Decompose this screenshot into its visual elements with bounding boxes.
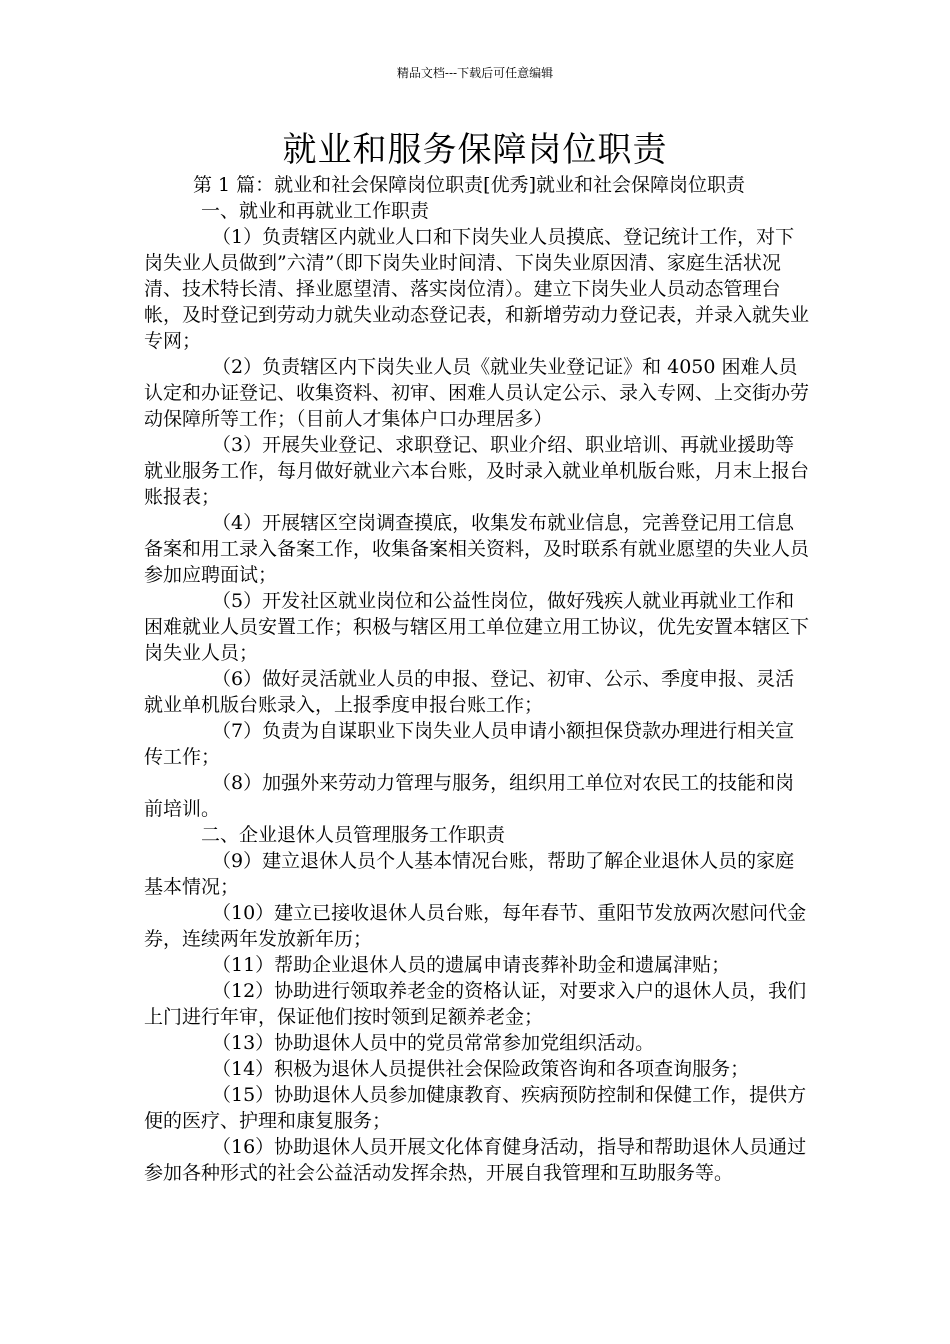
list-item: （11）帮助企业退休人员的遗属申请丧葬补助金和遗属津贴； [212,954,731,976]
list-item: （15）协助退休人员参加健康教育、疾病预防控制和保健工作，提供方便的医疗、护理和康复服务； [144,1084,807,1132]
list-item: （12）协助进行领取养老金的资格认证，对要求入户的退休人员，我们上门进行年审，保证他们按时领到足额养老金； [144,980,807,1028]
list-item: （7）负责为自谋职业下岗失业人员申请小额担保贷款办理进行相关宣传工作； [144,720,795,768]
paragraph: 第 1 篇：就业和社会保障岗位职责[优秀]就业和社会保障岗位职责 [193,174,745,196]
document-title: 就业和服务保障岗位职责 [282,130,668,170]
list-item: （4）开展辖区空岗调查摸底，收集发布就业信息，完善登记用工信息备案和用工录入备案工作，收集备案相关资料，及时联系有就业愿望的失业人员参加应聘面试； [144,512,810,586]
list-item: （16）协助退休人员开展文化体育健身活动，指导和帮助退休人员通过参加各种形式的社会公益活动发挥余热，开展自我管理和互助服务等。 [144,1136,807,1184]
list-item: （5）开发社区就业岗位和公益性岗位，做好残疾人就业再就业工作和困难就业人员安置工作；积极与辖区用工单位建立用工协议，优先安置本辖区下岗失业人员； [144,590,810,664]
list-item: （13）协助退休人员中的党员常常参加党组织活动。 [212,1032,655,1054]
list-item: （10）建立已接收退休人员台账，每年春节、重阳节发放两次慰问代金券，连续两年发放新年历； [144,902,807,950]
list-item: （1）负责辖区内就业人口和下岗失业人员摸底、登记统计工作，对下岗失业人员做到”六清”（即下岗失业时间清、下岗失业原因清、家庭生活状况清、技术特长清、择业愿望清、落实岗位清）。建立下岗失业人员动态管理台帐，及时登记到劳动力就失业动态登记表，和新增劳动力登记表，并录入就失业专网； [144,226,810,352]
section-heading: 二、企业退休人员管理服务工作职责 [201,824,506,846]
list-item: （14）积极为退休人员提供社会保险政策咨询和各项查询服务； [212,1058,750,1080]
list-item: （9）建立退休人员个人基本情况台账，帮助了解企业退休人员的家庭基本情况； [144,850,795,898]
list-item: （8）加强外来劳动力管理与服务，组织用工单位对农民工的技能和岗前培训。 [144,772,795,820]
page-header: 精品文档---下载后可任意编辑 [396,66,554,80]
document-body [144,172,809,1186]
list-item: （3）开展失业登记、求职登记、职业介绍、职业培训、再就业援助等就业服务工作，每月做好就业六本台账，及时录入就业单机版台账，月末上报台账报表； [144,434,810,508]
list-item: （2）负责辖区内下岗失业人员《就业失业登记证》和 4050 困难人员认定和办证登记、收集资料、初审、困难人员认定公示、录入专网、上交街办劳动保障所等工作；（目前人才集体户口办理居多） [144,356,810,430]
section-heading: 一、就业和再就业工作职责 [201,200,430,222]
list-item: （6）做好灵活就业人员的申报、登记、初审、公示、季度申报、灵活就业单机版台账录入，上报季度申报台账工作； [144,668,795,716]
